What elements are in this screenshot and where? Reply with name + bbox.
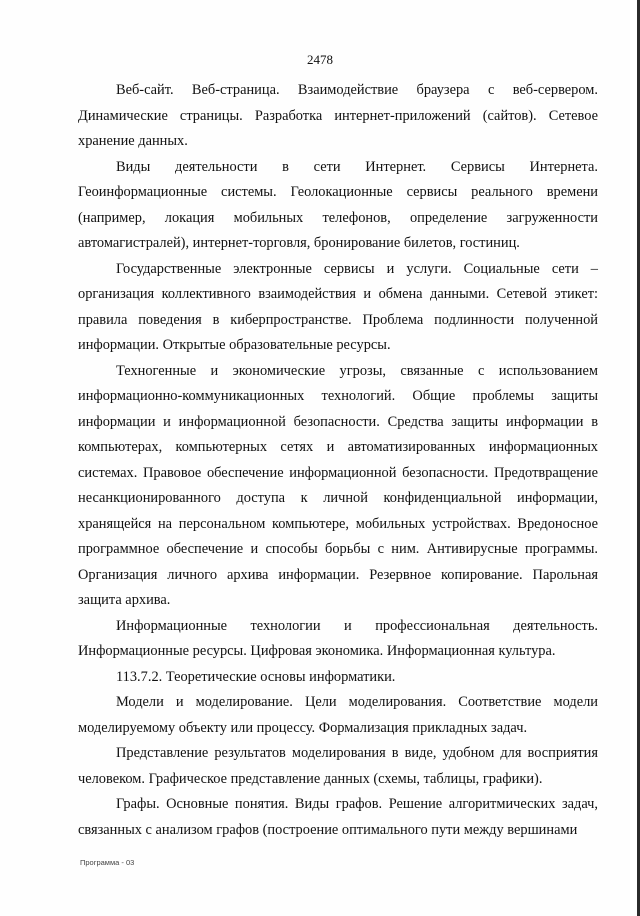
paragraph-information-technologies: Информационные технологии и профессиональная деятельность. Информационные ресурсы. Цифровая экономика. Информационная культура.	[78, 617, 598, 659]
document-body	[78, 78, 598, 843]
page-number: 2478	[307, 52, 333, 67]
paragraph-government-services: Государственные электронные сервисы и услуги. Социальные сети – организация коллективного взаимодействия и обмена данными. Сетевой этикет: правила поведения в киберпространстве. Проблема подлинности полученной информации. Открытые образовательные ресурсы.	[78, 260, 598, 353]
paragraph-internet-activities: Виды деятельности в сети Интернет. Сервисы Интернета. Геоинформационные системы. Геолокационные сервисы реального времени (например, локация мобильных телефонов, определение загруженности автомагистралей), интернет-торговля, бронирование билетов, гостиниц.	[78, 158, 598, 251]
footer-note: Программа - 03	[80, 858, 135, 867]
section-heading: 113.7.2. Теоретические основы информатики.	[116, 668, 396, 685]
paragraph-graphs: Графы. Основные понятия. Виды графов. Решение алгоритмических задач, связанных с анализом графов (построение оптимального пути между вершинами	[78, 796, 598, 838]
paragraph-modeling-results: Представление результатов моделирования в виде, удобном для восприятия человеком. Графическое представление данных (схемы, таблицы, графики).	[78, 745, 598, 787]
paragraph-websites: Веб-сайт. Веб-страница. Взаимодействие браузера с веб-сервером. Динамические страницы. Разработка интернет-приложений (сайтов). Сетевое хранение данных.	[78, 82, 598, 149]
paragraph-models: Модели и моделирование. Цели моделирования. Соответствие модели моделируемому объекту или процессу. Формализация прикладных задач.	[78, 694, 598, 736]
paragraph-information-security: Техногенные и экономические угрозы, связанные с использованием информационно-коммуникационных технологий. Общие проблемы защиты информации и информационной безопасности. Средства защиты информации в компьютерах, компьютерных сетях и автоматизированных информационных системах. Правовое обеспечение информационной безопасности. Предотвращение несанкционированного доступа к личной конфиденциальной информации, хранящейся на персональном компьютере, мобильных устройствах. Вредоносное программное обеспечение и способы борьбы с ним. Антивирусные программы. Организация личного архива информации. Резервное копирование. Парольная защита архива.	[78, 362, 598, 608]
